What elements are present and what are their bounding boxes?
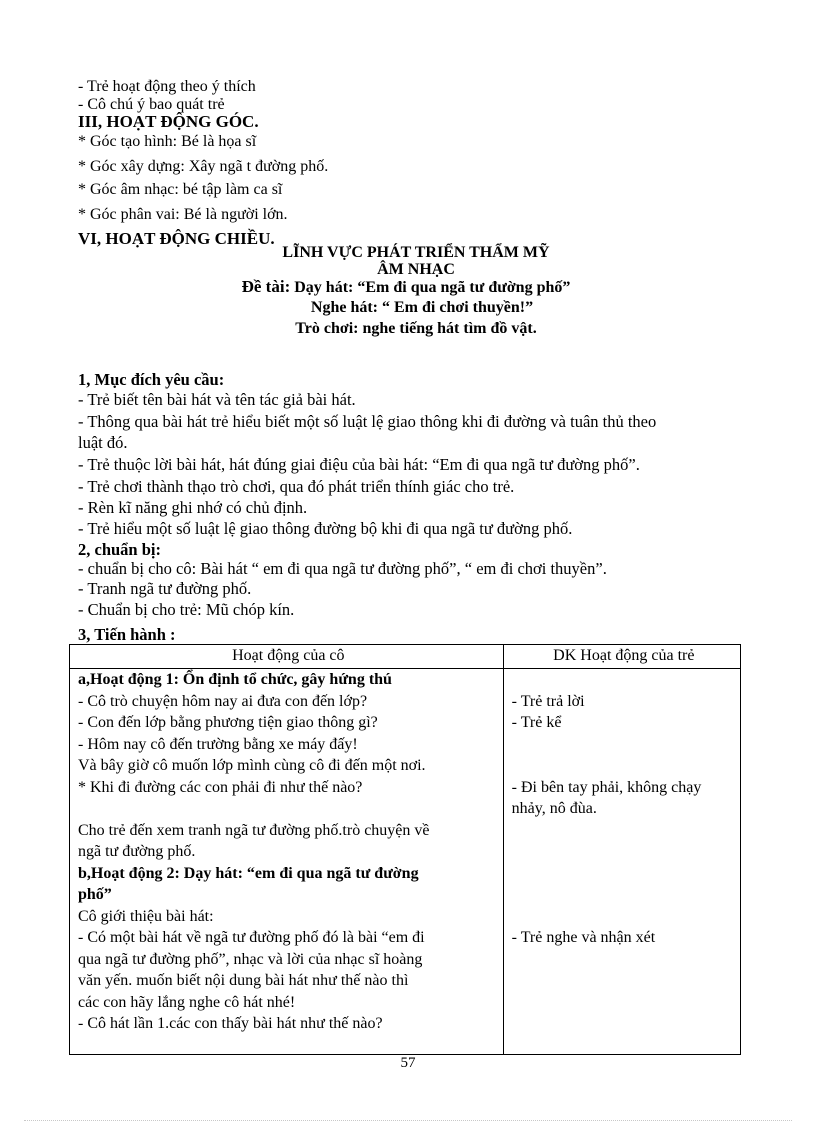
cell-text-line: - Trẻ nghe và nhận xét: [511, 929, 656, 946]
cell-text-line: phố”: [78, 886, 112, 903]
footer-divider: [24, 1120, 792, 1121]
cell-text-line: - Đi bên tay phải, không chạy: [511, 778, 702, 796]
cell-text-line: nhảy, nô đùa.: [511, 800, 597, 817]
topic-label: Đề tài:: [241, 277, 291, 296]
cell-text-line: - Cô hát lần 1.các con thấy bài hát như thế nào?: [78, 1015, 383, 1032]
section-heading: VI, HOẠT ĐỘNG CHIỀU.: [78, 229, 275, 248]
topic-line: Nghe hát: “ Em đi chơi thuyền!”: [310, 299, 534, 316]
cell-text-line: - Có một bài hát về ngã tư đường phố đó là bài “em đi: [78, 929, 425, 946]
cell-text-line: [512, 669, 736, 691]
cell-text-line: [512, 906, 736, 928]
teacher-activity-cell: [70, 669, 504, 1055]
table-header-row: [70, 645, 741, 669]
corner-item: * Góc xây dựng: Xây ngã t đường phố.: [78, 158, 329, 175]
cell-text-line: - Trẻ trả lời: [511, 692, 585, 710]
purpose-line: - Trẻ chơi thành thạo trò chơi, qua đó phát triển thính giác cho trẻ.: [78, 477, 515, 496]
subject-title: ÂM NHẠC: [377, 261, 455, 278]
procedure-heading: 3, Tiến hành :: [78, 625, 176, 644]
cell-text-line: ngã tư đường phố.: [78, 843, 196, 860]
text-line: - Cô chú ý bao quát trẻ: [78, 96, 225, 113]
cell-text-line: Và bây giờ cô muốn lớp mình cùng cô đi đến một nơi.: [78, 757, 426, 774]
header-child: DK Hoạt động của trẻ: [503, 645, 740, 669]
topic-song: Dạy hát: “Em đi qua ngã tư đường phố”: [294, 279, 571, 296]
section-heading: III, HOẠT ĐỘNG GÓC.: [78, 112, 259, 131]
cell-text-line: [512, 820, 736, 842]
corner-item: * Góc âm nhạc: bé tập làm ca sĩ: [78, 181, 283, 198]
activity-table: [69, 644, 741, 1055]
child-activity-cell: [503, 669, 740, 1055]
topic-line: [0, 278, 814, 297]
preparation-line: - Tranh ngã tư đường phố.: [78, 579, 252, 598]
cell-text-line: qua ngã tư đường phố”, nhạc và lời của nhạc sĩ hoàng: [78, 950, 423, 968]
cell-text-line: [512, 734, 736, 756]
purpose-line: - Trẻ biết tên bài hát và tên tác giả bài hát.: [78, 390, 356, 409]
purpose-line: - Rèn kĩ năng ghi nhớ có chủ định.: [78, 498, 308, 517]
preparation-line: - Chuẩn bị cho trẻ: Mũ chóp kín.: [78, 600, 295, 619]
field-title: LĨNH VỰC PHÁT TRIỂN THẨM MỸ: [282, 244, 550, 261]
cell-text-line: [512, 863, 736, 885]
purpose-line: luật đó.: [78, 433, 128, 452]
cell-text-line: [78, 798, 499, 820]
cell-text-line: [512, 884, 736, 906]
cell-text-line: [512, 755, 736, 777]
cell-text-line: - Con đến lớp bằng phương tiện giao thông gì?: [78, 714, 378, 731]
cell-text-line: văn yến. muốn biết nội dung bài hát như thế nào thì: [78, 972, 409, 989]
cell-text-line: * Khi đi đường các con phải đi như thế nào?: [78, 778, 363, 796]
corner-item: * Góc phân vai: Bé là người lớn.: [78, 206, 288, 223]
purpose-line: - Trẻ thuộc lời bài hát, hát đúng giai điệu của bài hát: “Em đi qua ngã tư đường phố”.: [78, 455, 640, 474]
cell-text-line: - Hôm nay cô đến trường bằng xe máy đấy!: [78, 735, 358, 753]
cell-text-line: Cho trẻ đến xem tranh ngã tư đường phố.trò chuyện về: [78, 821, 430, 839]
cell-text-line: - Cô trò chuyện hôm nay ai đưa con đến lớp?: [78, 692, 368, 710]
cell-text-line: [512, 841, 736, 863]
preparation-line: - chuẩn bị cho cô: Bài hát “ em đi qua ngã tư đường phố”, “ em đi chơi thuyền”.: [78, 559, 607, 578]
topic-line: Trò chơi: nghe tiếng hát tìm đồ vật.: [295, 320, 537, 337]
cell-text-line: b,Hoạt động 2: Dạy hát: “em đi qua ngã tư đường: [78, 864, 419, 882]
cell-text-line: các con hãy lắng nghe cô hát nhé!: [78, 993, 296, 1011]
cell-text-line: Cô giới thiệu bài hát:: [78, 907, 214, 925]
purpose-line: - Trẻ hiểu một số luật lệ giao thông đường bộ khi đi qua ngã tư đường phố.: [78, 519, 573, 538]
purpose-heading: 1, Mục đích yêu cầu:: [78, 370, 225, 389]
table-row: [70, 669, 741, 1055]
cell-text-line: - Trẻ kể: [511, 714, 562, 731]
preparation-heading: 2, chuẩn bị:: [78, 540, 161, 559]
header-teacher: Hoạt động của cô: [70, 645, 504, 669]
page-number: 57: [400, 1055, 416, 1071]
cell-text-line: a,Hoạt động 1: Ổn định tổ chức, gây hứng thú: [78, 671, 392, 688]
corner-item: * Góc tạo hình: Bé là họa sĩ: [78, 133, 257, 150]
purpose-line: - Thông qua bài hát trẻ hiểu biết một số luật lệ giao thông khi đi đường và tuân thủ theo: [78, 412, 657, 431]
text-line: - Trẻ hoạt động theo ý thích: [78, 78, 256, 95]
